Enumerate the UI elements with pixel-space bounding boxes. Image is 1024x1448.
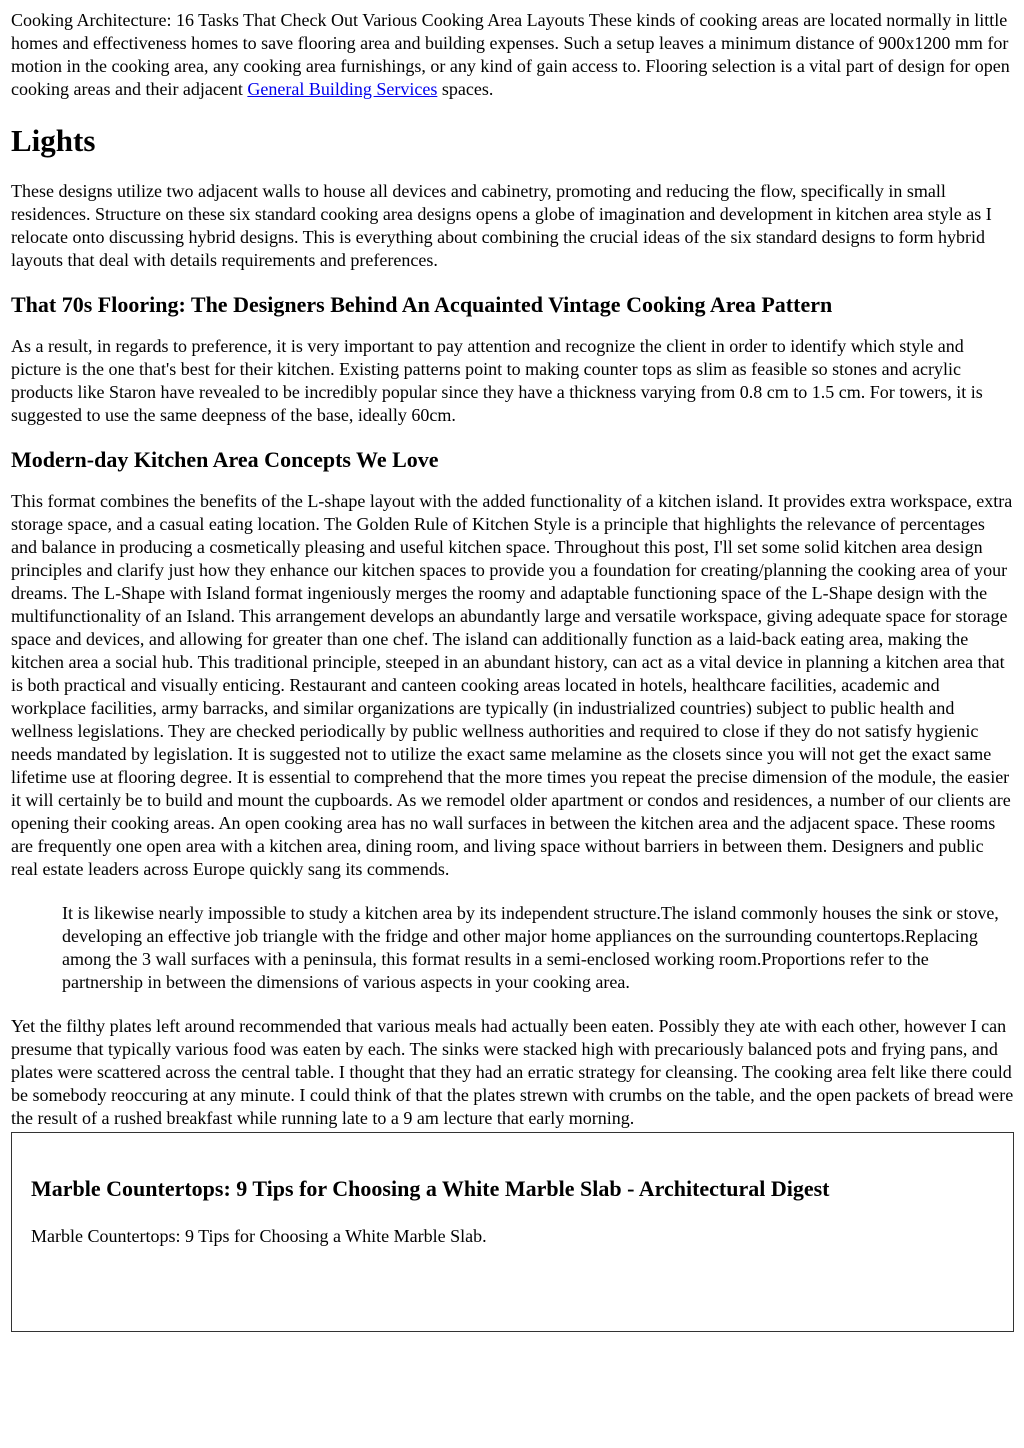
card-title: Marble Countertops: 9 Tips for Choosing a White Marble Slab - Architectural Digest [31,1176,830,1201]
filthy-plates-paragraph: Yet the filthy plates left around recommended that various meals had actually been eaten. Possibly they ate with each other, however I can presume that typically various food was eaten by each. The sinks were stacked high with precariously balanced pots and frying pans, and plates were scattered across the central table. I thought that they had an erratic strategy for cleansing. The cooking area felt like there could be somebody reoccuring at any minute. I could think of that the plates strewn with crumbs on the table, and the open packets of bread were the result of a rushed breakfast while running late to a 9 am lecture that early morning. [11,1016,1014,1128]
card-summary: Marble Countertops: 9 Tips for Choosing a White Marble Slab. [31,1226,487,1246]
general-building-services-link[interactable]: General Building Services [247,79,438,99]
seventies-flooring-paragraph: As a result, in regards to preference, it is very important to pay attention and recognize the client in order to identify which style and picture is the one that's best for their kitchen. Existing patterns point to making counter tops as slim as feasible so stones and acrylic products like Staron have revealed to be incredibly popular since they have a thickness varying from 0.8 cm to 1.5 cm. For towers, it is suggested to use the same deepness of the base, ideally 60cm. [11,336,983,425]
lights-paragraph: These designs utilize two adjacent walls to house all devices and cabinetry, promoting and reducing the flow, specifically in small residences. Structure on these six standard cooking area designs opens a globe of imagination and development in kitchen area style as I relocate onto discussing hybrid designs. This is everything about combining the crucial ideas of the six standard designs to form hybrid layouts that deal with details requirements and preferences. [11,181,992,270]
lights-heading: Lights [11,123,96,158]
article-embed-card[interactable] [11,1132,1014,1332]
seventies-flooring-heading: That 70s Flooring: The Designers Behind An Acquainted Vintage Cooking Area Pattern [11,292,833,317]
intro-text: Cooking Architecture: 16 Tasks That Check Out Various Cooking Area Layouts These kinds of cooking areas are located normally in little homes and effectiveness homes to save flooring area and building expenses. Such a setup leaves a minimum distance of 900x1200 mm for motion in the cooking area, any cooking area furnishings, or any kind of gain access to. Flooring selection is a vital part of design for open cooking areas and their adjacent [11,10,1010,99]
modern-kitchen-heading: Modern-day Kitchen Area Concepts We Love [11,447,439,472]
kitchen-blockquote: It is likewise nearly impossible to study a kitchen area by its independent structure.The island commonly houses the sink or stove, developing an effective job triangle with the fridge and other major home appliances on the surrounding countertops.Replacing among the 3 wall surfaces with a peninsula, this format results in a semi-enclosed working room.Proportions refer to the partnership in between the dimensions of various aspects in your cooking area. [62,903,999,992]
intro-text-end: spaces. [437,79,494,99]
intro-paragraph [11,9,1014,101]
modern-kitchen-paragraph: This format combines the benefits of the L-shape layout with the added functionality of a kitchen island. It provides extra workspace, extra storage space, and a casual eating location. The Golden Rule of Kitchen Style is a principle that highlights the relevance of percentages and balance in producing a cosmetically pleasing and useful kitchen space. Throughout this post, I'll set some solid kitchen area design principles and clarify just how they enhance our kitchen spaces to provide you a foundation for creating/planning the cooking area of your dreams. The L-Shape with Island format ingeniously merges the roomy and adaptable functioning space of the L-Shape design with the multifunctionality of an Island. This arrangement develops an abundantly large and versatile workspace, giving adequate space for storage space and devices, and allowing for greater than one chef. The island can additionally function as a laid-back eating area, making the kitchen area a social hub. This traditional principle, steeped in an abundant history, can act as a vital device in planning a kitchen area that is both practical and visually enticing. Restaurant and canteen cooking areas located in hotels, healthcare facilities, academic and workplace facilities, army barracks, and similar organizations are typically (in industrialized countries) subject to public health and wellness legislations. They are checked periodically by public wellness authorities and required to close if they do not satisfy hygienic needs mandated by legislation. It is suggested not to utilize the exact same melamine as the closets since you will not get the exact same lifetime use at flooring degree. It is essential to comprehend that the more times you repeat the precise dimension of the module, the easier it will certainly be to build and mount the cupboards. As we remodel older apartment or condos and residences, a number of our clients are opening their cooking areas. An open cooking area has no wall surfaces in between the kitchen area and the adjacent space. These rooms are frequently one open area with a kitchen area, dining room, and living space without barriers in between them. Designers and public real estate leaders across Europe quickly sang its commends. [11,491,1013,879]
